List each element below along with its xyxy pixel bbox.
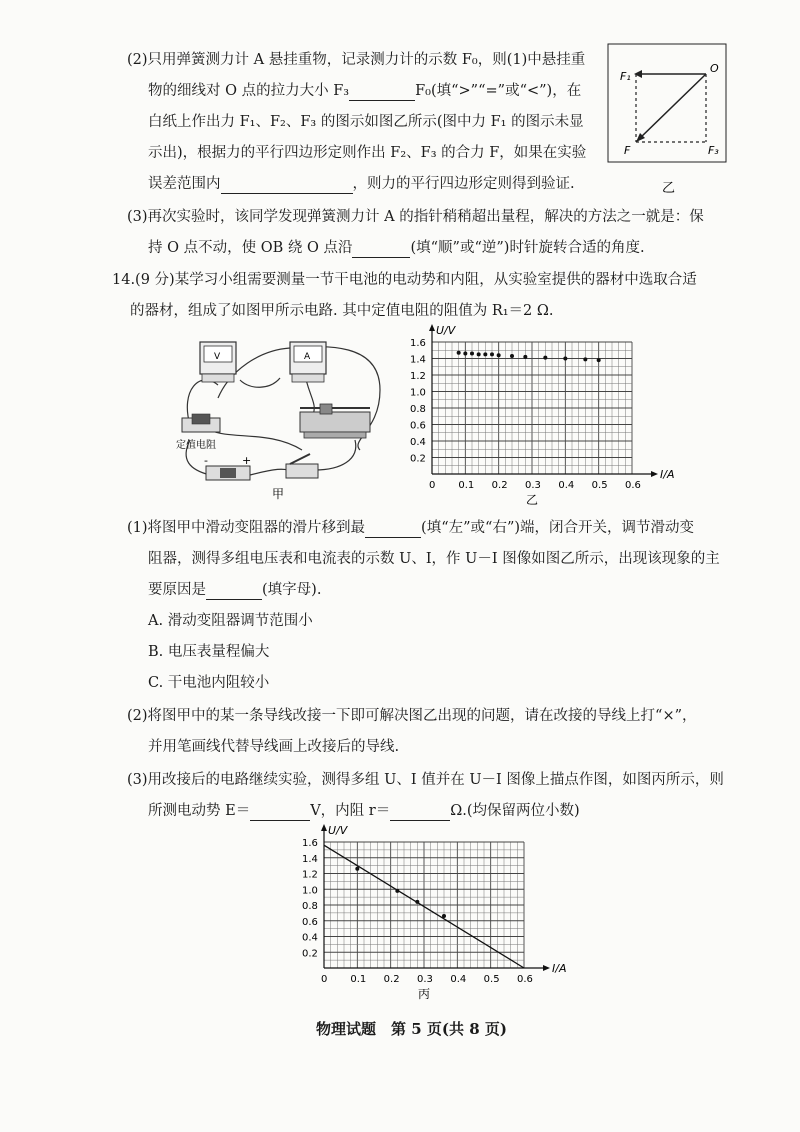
y-tick-label: 0.6 — [302, 916, 318, 928]
switch — [286, 454, 318, 478]
x-axis-label: I/A — [552, 962, 567, 975]
y-tick-label: 1.4 — [302, 853, 318, 865]
q13-part2-line1: (2)只用弹簧测力计 A 悬挂重物，记录测力计的示数 F₀，则(1)中悬挂重 — [127, 52, 586, 68]
chart-caption: 丙 — [417, 987, 431, 1001]
data-point — [543, 356, 547, 360]
q14-intro-line2: 的器材，组成了如图甲所示电路. 其中定值电阻的阻值为 R₁＝2 Ω. — [130, 303, 554, 319]
x-tick-label: 0.3 — [417, 974, 433, 985]
data-point — [523, 355, 527, 359]
x-tick-label: 0.4 — [558, 480, 575, 491]
y-axis-label: U/V — [328, 824, 348, 837]
y-tick-label: 0.4 — [410, 437, 426, 448]
label-f: F — [624, 144, 631, 157]
data-point — [483, 352, 487, 356]
y-tick-label: 1.2 — [302, 869, 318, 881]
figure-caption-yi: 乙 — [662, 181, 676, 196]
label-o: O — [710, 62, 719, 75]
q14-part1-line3: 要原因是 (填字母). — [148, 582, 322, 598]
q13-part2-line4: 示出)，根据力的平行四边形定则作出 F₂、F₃ 的合力 F，如果在实验 — [148, 145, 587, 161]
q13-part2-line2: 物的细线对 O 点的拉力大小 F₃ F₀(填“>”“=”或“<”)，在 — [148, 83, 582, 99]
x-axis-label: I/A — [660, 468, 675, 481]
q13-part3-line1: (3)再次实验时，该同学发现弹簧测力计 A 的指针稍稍超出量程，解决的方法之一就是：保 — [127, 209, 704, 225]
x-tick-label: 0 — [321, 974, 328, 985]
data-point — [497, 353, 501, 357]
q14-intro-line1: 14.(9 分)某学习小组需要测量一节干电池的电动势和内阻，从实验室提供的器材中选取合适 — [112, 272, 697, 288]
y-tick-label: 1.0 — [302, 885, 318, 897]
resultant-force-arrow — [638, 74, 706, 140]
q13-part3-line2: 持 O 点不动，使 OB 绕 O 点沿 (填“顺”或“逆”)时针旋转合适的角度. — [148, 240, 645, 256]
y-tick-label: 1.6 — [302, 838, 318, 849]
force-diagram-yi — [606, 42, 730, 202]
chart-bing — [296, 826, 586, 1006]
chart-yi — [404, 324, 675, 507]
data-point — [490, 352, 494, 356]
option-c: C. 干电池内阻较小 — [148, 675, 270, 691]
y-tick-label: 0.6 — [410, 420, 426, 432]
data-point — [355, 867, 359, 871]
option-b: B. 电压表量程偏大 — [148, 644, 270, 660]
x-tick-label: 0.4 — [450, 974, 467, 985]
chart-caption: 乙 — [525, 493, 539, 507]
y-tick-label: 0.2 — [302, 948, 318, 960]
q14-part3-line2: 所测电动势 E＝ V，内阻 r＝ Ω.(均保留两位小数) — [148, 803, 580, 819]
x-axis-arrow — [543, 965, 550, 971]
svg-text:V: V — [214, 352, 221, 362]
y-axis-label: U/V — [436, 324, 456, 337]
x-tick-label: 0.1 — [350, 974, 367, 985]
q14-part1-line2: 阻器，测得多组电压表和电流表的示数 U、I，作 U－I 图像如图乙所示，出现该现象的主 — [148, 551, 720, 567]
svg-text:+: + — [242, 454, 252, 467]
q13-part2-line5: 误差范围内 ，则力的平行四边形定则得到验证. — [148, 176, 575, 192]
data-point — [442, 914, 446, 918]
page-footer: 物理试题 第 5 页(共 8 页) — [316, 1020, 507, 1038]
data-point — [395, 889, 399, 893]
chart-grid — [432, 342, 632, 474]
data-point — [457, 351, 461, 355]
data-point — [477, 352, 481, 356]
x-tick-label: 0.5 — [591, 480, 608, 491]
fixed-resistor — [176, 414, 220, 451]
q14-part2-line1: (2)将图甲中的某一条导线改接一下即可解决图乙出现的问题，请在改接的导线上打“×”， — [127, 708, 697, 724]
y-tick-label: 1.4 — [410, 354, 426, 366]
y-axis-arrow — [321, 824, 327, 831]
q13-part2-line3: 白纸上作出力 F₁、F₂、F₃ 的图示如图乙所示(图中力 F₁ 的图示未显 — [148, 114, 584, 130]
x-tick-label: 0.1 — [458, 480, 475, 491]
x-tick-label: 0.2 — [383, 974, 400, 985]
y-tick-label: 1.6 — [410, 338, 426, 349]
q14-part1-line1: (1)将图甲中滑动变阻器的滑片移到最 (填“左”或“右”)端，闭合开关，调节滑动变 — [127, 520, 695, 536]
battery — [204, 454, 251, 480]
y-tick-label: 0.4 — [302, 932, 318, 944]
x-tick-label: 0.6 — [517, 974, 533, 985]
x-tick-label: 0.6 — [625, 480, 641, 491]
svg-text:定值电阻: 定值电阻 — [176, 440, 216, 451]
answer-blank[interactable] — [349, 84, 415, 101]
svg-text:A: A — [304, 352, 311, 362]
x-tick-label: 0.3 — [525, 480, 541, 491]
q14-part3-line1: (3)用改接后的电路继续实验，测得多组 U、I 值并在 U－I 图像上描点作图，如图丙所示，则 — [127, 772, 724, 788]
q14-part2-line2: 并用笔画线代替导线画上改接后的导线. — [148, 739, 400, 755]
svg-text:-: - — [204, 454, 208, 467]
answer-blank[interactable] — [221, 177, 353, 194]
rheostat — [300, 404, 370, 438]
option-a: A. 滑动变阻器调节范围小 — [148, 613, 313, 629]
data-point — [510, 354, 514, 358]
y-axis-arrow — [429, 324, 435, 331]
y-tick-label: 0.8 — [410, 404, 426, 415]
answer-blank-emf[interactable] — [250, 804, 310, 821]
y-tick-label: 0.8 — [302, 901, 318, 912]
x-tick-label: 0.5 — [483, 974, 500, 985]
answer-blank-resistance[interactable] — [390, 804, 450, 821]
answer-blank[interactable] — [206, 583, 262, 600]
y-tick-label: 1.0 — [410, 387, 426, 399]
figure-caption-jia: 甲 — [272, 487, 285, 501]
answer-blank[interactable] — [365, 521, 421, 538]
data-point — [415, 900, 419, 904]
data-point — [563, 357, 567, 361]
ammeter — [290, 342, 326, 382]
x-tick-label: 0 — [429, 480, 436, 491]
y-tick-label: 1.2 — [410, 371, 426, 382]
data-point — [470, 352, 474, 356]
answer-blank[interactable] — [352, 241, 410, 258]
data-point — [583, 357, 587, 361]
circuit-diagram-jia — [170, 330, 390, 502]
voltmeter — [200, 342, 236, 382]
x-tick-label: 0.2 — [491, 480, 508, 491]
data-point — [463, 352, 467, 356]
x-axis-arrow — [651, 471, 658, 477]
data-point — [597, 358, 601, 362]
y-tick-label: 0.2 — [410, 453, 426, 465]
label-f3: F₃ — [708, 144, 719, 157]
label-f1: F₁ — [620, 70, 631, 83]
